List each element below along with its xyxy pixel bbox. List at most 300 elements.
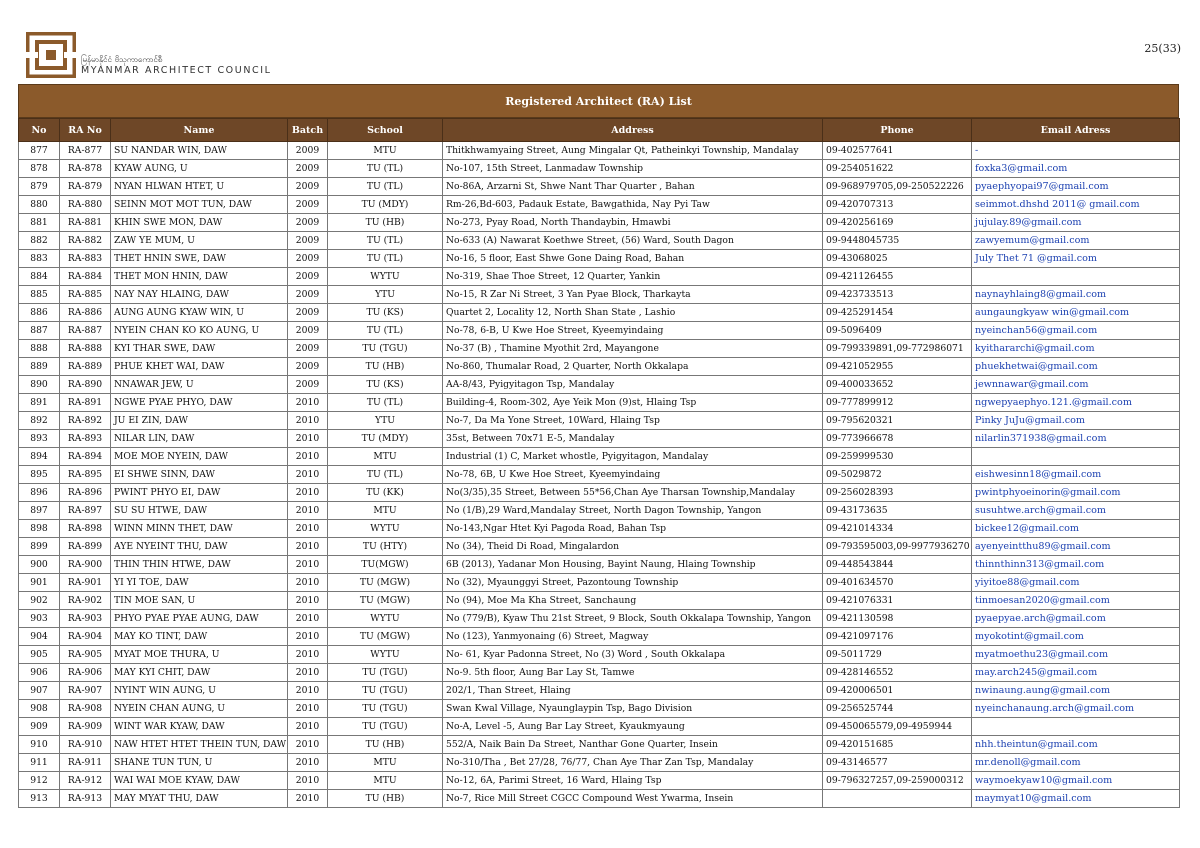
school-cell: YTU bbox=[328, 286, 443, 304]
name-cell: AYE NYEINT THU, DAW bbox=[111, 538, 288, 556]
email-cell[interactable]: ngwepyaephyo.121.@gmail.com bbox=[972, 394, 1180, 412]
batch-cell: 2010 bbox=[288, 466, 328, 484]
address-cell: No (123), Yanmyonaing (6) Street, Magway bbox=[443, 628, 823, 646]
batch-cell: 2009 bbox=[288, 178, 328, 196]
phone-cell: 09-400033652 bbox=[823, 376, 972, 394]
email-cell: - bbox=[972, 142, 1180, 160]
batch-cell: 2010 bbox=[288, 718, 328, 736]
email-cell[interactable]: pyaephyopai97@gmail.com bbox=[972, 178, 1180, 196]
email-cell[interactable]: Pinky JuJu@gmail.com bbox=[972, 412, 1180, 430]
ra-no-cell: RA-894 bbox=[60, 448, 111, 466]
address-cell: Swan Kwal Village, Nyaunglaypin Tsp, Bago Division bbox=[443, 700, 823, 718]
address-cell: Quartet 2, Locality 12, North Shan State , Lashio bbox=[443, 304, 823, 322]
logo-burmese-name: မြန်မာနိုင်ငံ ဗိသုကာကောင်စီ bbox=[81, 55, 163, 64]
school-cell: TU(MGW) bbox=[328, 556, 443, 574]
phone-cell: 09-421126455 bbox=[823, 268, 972, 286]
col-ra-no-header: RA No bbox=[60, 119, 111, 142]
table-row bbox=[19, 592, 1180, 610]
table-row bbox=[19, 178, 1180, 196]
no-cell: 894 bbox=[19, 448, 60, 466]
batch-cell: 2009 bbox=[288, 142, 328, 160]
batch-cell: 2010 bbox=[288, 574, 328, 592]
phone-cell: 09-421097176 bbox=[823, 628, 972, 646]
ra-no-cell: RA-880 bbox=[60, 196, 111, 214]
table-row bbox=[19, 214, 1180, 232]
table-row bbox=[19, 412, 1180, 430]
table-row bbox=[19, 142, 1180, 160]
no-cell: 903 bbox=[19, 610, 60, 628]
ra-no-cell: RA-907 bbox=[60, 682, 111, 700]
phone-cell: 09-777899912 bbox=[823, 394, 972, 412]
phone-cell: 09-795620321 bbox=[823, 412, 972, 430]
logo-text bbox=[81, 55, 272, 77]
ra-no-cell: RA-881 bbox=[60, 214, 111, 232]
email-cell[interactable]: nwinaung.aung@gmail.com bbox=[972, 682, 1180, 700]
name-cell: JU EI ZIN, DAW bbox=[111, 412, 288, 430]
batch-cell: 2010 bbox=[288, 664, 328, 682]
school-cell: TU (TL) bbox=[328, 466, 443, 484]
table-row bbox=[19, 754, 1180, 772]
address-cell: 202/1, Than Street, Hlaing bbox=[443, 682, 823, 700]
email-cell[interactable]: jewnnawar@gmail.com bbox=[972, 376, 1180, 394]
ra-no-cell: RA-892 bbox=[60, 412, 111, 430]
no-cell: 895 bbox=[19, 466, 60, 484]
school-cell: TU (TGU) bbox=[328, 682, 443, 700]
email-cell[interactable]: nhh.theintun@gmail.com bbox=[972, 736, 1180, 754]
address-cell: Building-4, Room-302, Aye Yeik Mon (9)st, Hlaing Tsp bbox=[443, 394, 823, 412]
table-row bbox=[19, 664, 1180, 682]
batch-cell: 2009 bbox=[288, 376, 328, 394]
no-cell: 893 bbox=[19, 430, 60, 448]
address-cell: No-15, R Zar Ni Street, 3 Yan Pyae Block, Tharkayta bbox=[443, 286, 823, 304]
address-cell: No (779/B), Kyaw Thu 21st Street, 9 Block, South Okkalapa Township, Yangon bbox=[443, 610, 823, 628]
col-no-header: No bbox=[19, 119, 60, 142]
table-row bbox=[19, 538, 1180, 556]
name-cell: MAY KYI CHIT, DAW bbox=[111, 664, 288, 682]
ra-no-cell: RA-890 bbox=[60, 376, 111, 394]
email-cell[interactable]: aungaungkyaw win@gmail.com bbox=[972, 304, 1180, 322]
school-cell: WYTU bbox=[328, 646, 443, 664]
table-row bbox=[19, 340, 1180, 358]
ra-no-cell: RA-903 bbox=[60, 610, 111, 628]
email-cell[interactable]: foxka3@gmail.com bbox=[972, 160, 1180, 178]
address-cell: 6B (2013), Yadanar Mon Housing, Bayint Naung, Hlaing Township bbox=[443, 556, 823, 574]
address-cell: No-12, 6A, Parimi Street, 16 Ward, Hlaing Tsp bbox=[443, 772, 823, 790]
architect-table bbox=[18, 84, 1179, 808]
no-cell: 911 bbox=[19, 754, 60, 772]
table-title: Registered Architect (RA) List bbox=[18, 84, 1179, 118]
batch-cell: 2010 bbox=[288, 556, 328, 574]
school-cell: MTU bbox=[328, 448, 443, 466]
no-cell: 880 bbox=[19, 196, 60, 214]
phone-cell: 09-256525744 bbox=[823, 700, 972, 718]
no-cell: 907 bbox=[19, 682, 60, 700]
phone-cell: 09-421014334 bbox=[823, 520, 972, 538]
email-cell[interactable]: zawyemum@gmail.com bbox=[972, 232, 1180, 250]
phone-cell: 09-43146577 bbox=[823, 754, 972, 772]
email-cell[interactable]: maymyat10@gmail.com bbox=[972, 790, 1180, 808]
school-cell: TU (HB) bbox=[328, 358, 443, 376]
address-cell: No (34), Theid Di Road, Mingalardon bbox=[443, 538, 823, 556]
school-cell: TU (TL) bbox=[328, 394, 443, 412]
address-cell: No-78, 6-B, U Kwe Hoe Street, Kyeemyindaing bbox=[443, 322, 823, 340]
school-cell: TU (HB) bbox=[328, 790, 443, 808]
no-cell: 892 bbox=[19, 412, 60, 430]
phone-cell: 09-793595003,09-9977936270 bbox=[823, 538, 972, 556]
phone-cell: 09-423733513 bbox=[823, 286, 972, 304]
name-cell: WAI WAI MOE KYAW, DAW bbox=[111, 772, 288, 790]
phone-cell: 09-5029872 bbox=[823, 466, 972, 484]
batch-cell: 2009 bbox=[288, 232, 328, 250]
school-cell: MTU bbox=[328, 754, 443, 772]
table-row bbox=[19, 394, 1180, 412]
batch-cell: 2009 bbox=[288, 358, 328, 376]
table-row bbox=[19, 430, 1180, 448]
name-cell: SU SU HTWE, DAW bbox=[111, 502, 288, 520]
email-cell[interactable]: pwintphyoeinorin@gmail.com bbox=[972, 484, 1180, 502]
no-cell: 878 bbox=[19, 160, 60, 178]
email-cell[interactable]: thinnthinn313@gmail.com bbox=[972, 556, 1180, 574]
address-cell: No-9. 5th floor, Aung Bar Lay St, Tamwe bbox=[443, 664, 823, 682]
school-cell: TU (MDY) bbox=[328, 430, 443, 448]
school-cell: TU (MGW) bbox=[328, 574, 443, 592]
col-batch-header: Batch bbox=[288, 119, 328, 142]
table-row bbox=[19, 250, 1180, 268]
phone-cell: 09-402577641 bbox=[823, 142, 972, 160]
email-cell[interactable]: waymoekyaw10@gmail.com bbox=[972, 772, 1180, 790]
email-cell[interactable]: jujulay.89@gmail.com bbox=[972, 214, 1180, 232]
address-cell: No-A, Level -5, Aung Bar Lay Street, Kyaukmyaung bbox=[443, 718, 823, 736]
name-cell: KYAW AUNG, U bbox=[111, 160, 288, 178]
ra-no-cell: RA-905 bbox=[60, 646, 111, 664]
name-cell: MAY MYAT THU, DAW bbox=[111, 790, 288, 808]
school-cell: TU (MGW) bbox=[328, 592, 443, 610]
email-cell[interactable]: eishwesinn18@gmail.com bbox=[972, 466, 1180, 484]
batch-cell: 2010 bbox=[288, 430, 328, 448]
ra-no-cell: RA-878 bbox=[60, 160, 111, 178]
ra-no-cell: RA-877 bbox=[60, 142, 111, 160]
table-row bbox=[19, 376, 1180, 394]
address-cell: No (1/B),29 Ward,Mandalay Street, North Dagon Township, Yangon bbox=[443, 502, 823, 520]
ra-no-cell: RA-899 bbox=[60, 538, 111, 556]
ra-no-cell: RA-897 bbox=[60, 502, 111, 520]
no-cell: 909 bbox=[19, 718, 60, 736]
name-cell: MOE MOE NYEIN, DAW bbox=[111, 448, 288, 466]
name-cell: NNAWAR JEW, U bbox=[111, 376, 288, 394]
col-address-header: Address bbox=[443, 119, 823, 142]
no-cell: 891 bbox=[19, 394, 60, 412]
phone-cell: 09-421130598 bbox=[823, 610, 972, 628]
address-cell: Industrial (1) C, Market whostle, Pyigyitagon, Mandalay bbox=[443, 448, 823, 466]
ra-no-cell: RA-888 bbox=[60, 340, 111, 358]
name-cell: MYAT MOE THURA, U bbox=[111, 646, 288, 664]
name-cell: NAW HTET HTET THEIN TUN, DAW bbox=[111, 736, 288, 754]
no-cell: 910 bbox=[19, 736, 60, 754]
no-cell: 885 bbox=[19, 286, 60, 304]
address-cell: No-310/Tha , Bet 27/28, 76/77, Chan Aye Thar Zan Tsp, Mandalay bbox=[443, 754, 823, 772]
school-cell: TU (TGU) bbox=[328, 700, 443, 718]
phone-cell: 09-420256169 bbox=[823, 214, 972, 232]
table-row bbox=[19, 790, 1180, 808]
address-cell: No-16, 5 floor, East Shwe Gone Daing Road, Bahan bbox=[443, 250, 823, 268]
batch-cell: 2010 bbox=[288, 646, 328, 664]
school-cell: WYTU bbox=[328, 520, 443, 538]
name-cell: NYEIN CHAN AUNG, U bbox=[111, 700, 288, 718]
table-row bbox=[19, 448, 1180, 466]
school-cell: TU (KK) bbox=[328, 484, 443, 502]
name-cell: NYAN HLWAN HTET, U bbox=[111, 178, 288, 196]
name-cell: PWINT PHYO EI, DAW bbox=[111, 484, 288, 502]
phone-cell: 09-401634570 bbox=[823, 574, 972, 592]
school-cell: TU (KS) bbox=[328, 376, 443, 394]
table-row bbox=[19, 466, 1180, 484]
school-cell: TU (TL) bbox=[328, 178, 443, 196]
ra-no-cell: RA-906 bbox=[60, 664, 111, 682]
no-cell: 886 bbox=[19, 304, 60, 322]
table-row bbox=[19, 718, 1180, 736]
email-cell[interactable]: yiyitoe88@gmail.com bbox=[972, 574, 1180, 592]
col-phone-header: Phone bbox=[823, 119, 972, 142]
ra-no-cell: RA-883 bbox=[60, 250, 111, 268]
table-row bbox=[19, 646, 1180, 664]
batch-cell: 2010 bbox=[288, 700, 328, 718]
email-cell[interactable]: nyeinchanaung.arch@gmail.com bbox=[972, 700, 1180, 718]
phone-cell: 09-968979705,09-250522226 bbox=[823, 178, 972, 196]
email-cell[interactable]: phuekhetwai@gmail.com bbox=[972, 358, 1180, 376]
ra-no-cell: RA-884 bbox=[60, 268, 111, 286]
batch-cell: 2010 bbox=[288, 502, 328, 520]
ra-no-cell: RA-891 bbox=[60, 394, 111, 412]
table-row bbox=[19, 682, 1180, 700]
ra-no-cell: RA-912 bbox=[60, 772, 111, 790]
address-cell: Rm-26,Bd-603, Padauk Estate, Bawgathida, Nay Pyi Taw bbox=[443, 196, 823, 214]
no-cell: 889 bbox=[19, 358, 60, 376]
batch-cell: 2009 bbox=[288, 196, 328, 214]
batch-cell: 2010 bbox=[288, 520, 328, 538]
ra-no-cell: RA-895 bbox=[60, 466, 111, 484]
school-cell: TU (MGW) bbox=[328, 628, 443, 646]
school-cell: YTU bbox=[328, 412, 443, 430]
email-cell[interactable]: ayenyeintthu89@gmail.com bbox=[972, 538, 1180, 556]
name-cell: YI YI TOE, DAW bbox=[111, 574, 288, 592]
batch-cell: 2009 bbox=[288, 286, 328, 304]
email-cell bbox=[972, 448, 1180, 466]
batch-cell: 2009 bbox=[288, 160, 328, 178]
no-cell: 908 bbox=[19, 700, 60, 718]
school-cell: TU (TGU) bbox=[328, 718, 443, 736]
table-row bbox=[19, 610, 1180, 628]
email-cell[interactable]: pyaepyae.arch@gmail.com bbox=[972, 610, 1180, 628]
no-cell: 913 bbox=[19, 790, 60, 808]
batch-cell: 2009 bbox=[288, 304, 328, 322]
ra-no-cell: RA-882 bbox=[60, 232, 111, 250]
phone-cell: 09-450065579,09-4959944 bbox=[823, 718, 972, 736]
phone-cell: 09-43068025 bbox=[823, 250, 972, 268]
name-cell: NGWE PYAE PHYO, DAW bbox=[111, 394, 288, 412]
school-cell: WYTU bbox=[328, 610, 443, 628]
email-cell[interactable]: bickee12@gmail.com bbox=[972, 520, 1180, 538]
address-cell: No-860, Thumalar Road, 2 Quarter, North Okkalapa bbox=[443, 358, 823, 376]
school-cell: WYTU bbox=[328, 268, 443, 286]
school-cell: TU (TL) bbox=[328, 232, 443, 250]
name-cell: NILAR LIN, DAW bbox=[111, 430, 288, 448]
school-cell: MTU bbox=[328, 502, 443, 520]
name-cell: MAY KO TINT, DAW bbox=[111, 628, 288, 646]
batch-cell: 2010 bbox=[288, 736, 328, 754]
col-email-header: Email Adress bbox=[972, 119, 1180, 142]
batch-cell: 2010 bbox=[288, 538, 328, 556]
email-cell[interactable]: nilarlin371938@gmail.com bbox=[972, 430, 1180, 448]
batch-cell: 2010 bbox=[288, 754, 328, 772]
ra-no-cell: RA-886 bbox=[60, 304, 111, 322]
phone-cell: 09-773966678 bbox=[823, 430, 972, 448]
name-cell: NAY NAY HLAING, DAW bbox=[111, 286, 288, 304]
school-cell: TU (TL) bbox=[328, 322, 443, 340]
email-cell[interactable]: July Thet 71 @gmail.com bbox=[972, 250, 1180, 268]
phone-cell: 09-256028393 bbox=[823, 484, 972, 502]
school-cell: TU (TGU) bbox=[328, 340, 443, 358]
email-cell[interactable]: myokotint@gmail.com bbox=[972, 628, 1180, 646]
phone-cell: 09-420707313 bbox=[823, 196, 972, 214]
council-logo-icon bbox=[26, 32, 76, 78]
batch-cell: 2009 bbox=[288, 340, 328, 358]
no-cell: 884 bbox=[19, 268, 60, 286]
email-cell bbox=[972, 268, 1180, 286]
email-cell[interactable]: myatmoethu23@gmail.com bbox=[972, 646, 1180, 664]
no-cell: 897 bbox=[19, 502, 60, 520]
email-cell[interactable]: kyithararchi@gmail.com bbox=[972, 340, 1180, 358]
name-cell: WINN MINN THET, DAW bbox=[111, 520, 288, 538]
no-cell: 896 bbox=[19, 484, 60, 502]
phone-cell: 09-259999530 bbox=[823, 448, 972, 466]
no-cell: 901 bbox=[19, 574, 60, 592]
school-cell: TU (KS) bbox=[328, 304, 443, 322]
school-cell: TU (TL) bbox=[328, 250, 443, 268]
ra-no-cell: RA-910 bbox=[60, 736, 111, 754]
address-cell: No-78, 6B, U Kwe Hoe Street, Kyeemyindaing bbox=[443, 466, 823, 484]
header-row bbox=[19, 119, 1180, 142]
table-row bbox=[19, 502, 1180, 520]
school-cell: TU (MDY) bbox=[328, 196, 443, 214]
email-cell[interactable]: nyeinchan56@gmail.com bbox=[972, 322, 1180, 340]
table-row bbox=[19, 358, 1180, 376]
school-cell: MTU bbox=[328, 772, 443, 790]
email-cell[interactable]: seimmot.dhshd 2011@ gmail.com bbox=[972, 196, 1180, 214]
phone-cell: 09-421076331 bbox=[823, 592, 972, 610]
name-cell: THET HNIN SWE, DAW bbox=[111, 250, 288, 268]
ra-no-cell: RA-896 bbox=[60, 484, 111, 502]
phone-cell: 09-448543844 bbox=[823, 556, 972, 574]
batch-cell: 2010 bbox=[288, 610, 328, 628]
col-school-header: School bbox=[328, 119, 443, 142]
batch-cell: 2010 bbox=[288, 790, 328, 808]
address-cell: No-86A, Arzarni St, Shwe Nant Thar Quarter , Bahan bbox=[443, 178, 823, 196]
school-cell: MTU bbox=[328, 142, 443, 160]
table-row bbox=[19, 628, 1180, 646]
email-cell[interactable]: may.arch245@gmail.com bbox=[972, 664, 1180, 682]
no-cell: 887 bbox=[19, 322, 60, 340]
table-row bbox=[19, 196, 1180, 214]
school-cell: TU (HB) bbox=[328, 214, 443, 232]
no-cell: 912 bbox=[19, 772, 60, 790]
address-cell: 35st, Between 70x71 E-5, Mandalay bbox=[443, 430, 823, 448]
ra-no-cell: RA-885 bbox=[60, 286, 111, 304]
school-cell: TU (TGU) bbox=[328, 664, 443, 682]
email-cell[interactable]: mr.denoll@gmail.com bbox=[972, 754, 1180, 772]
name-cell: EI SHWE SINN, DAW bbox=[111, 466, 288, 484]
address-cell: No (94), Moe Ma Kha Street, Sanchaung bbox=[443, 592, 823, 610]
col-name-header: Name bbox=[111, 119, 288, 142]
school-cell: TU (HTY) bbox=[328, 538, 443, 556]
phone-cell: 09-9448045735 bbox=[823, 232, 972, 250]
no-cell: 900 bbox=[19, 556, 60, 574]
ra-no-cell: RA-889 bbox=[60, 358, 111, 376]
batch-cell: 2010 bbox=[288, 592, 328, 610]
batch-cell: 2010 bbox=[288, 412, 328, 430]
name-cell: ZAW YE MUM, U bbox=[111, 232, 288, 250]
name-cell: NYEIN CHAN KO KO AUNG, U bbox=[111, 322, 288, 340]
logo-english-name: MYANMAR ARCHITECT COUNCIL bbox=[81, 65, 272, 76]
no-cell: 899 bbox=[19, 538, 60, 556]
batch-cell: 2010 bbox=[288, 448, 328, 466]
email-cell[interactable]: susuhtwe.arch@gmail.com bbox=[972, 502, 1180, 520]
batch-cell: 2010 bbox=[288, 682, 328, 700]
phone-cell: 09-796327257,09-259000312 bbox=[823, 772, 972, 790]
phone-cell bbox=[823, 790, 972, 808]
table-row bbox=[19, 574, 1180, 592]
table-row bbox=[19, 484, 1180, 502]
ra-no-cell: RA-911 bbox=[60, 754, 111, 772]
no-cell: 879 bbox=[19, 178, 60, 196]
no-cell: 906 bbox=[19, 664, 60, 682]
table-row bbox=[19, 736, 1180, 754]
address-cell: No-107, 15th Street, Lanmadaw Township bbox=[443, 160, 823, 178]
table-row bbox=[19, 700, 1180, 718]
address-cell: No(3/35),35 Street, Between 55*56,Chan Aye Tharsan Township,Mandalay bbox=[443, 484, 823, 502]
batch-cell: 2009 bbox=[288, 250, 328, 268]
name-cell: PHUE KHET WAI, DAW bbox=[111, 358, 288, 376]
no-cell: 904 bbox=[19, 628, 60, 646]
no-cell: 888 bbox=[19, 340, 60, 358]
phone-cell: 09-43173635 bbox=[823, 502, 972, 520]
school-cell: TU (TL) bbox=[328, 160, 443, 178]
phone-cell: 09-5096409 bbox=[823, 322, 972, 340]
batch-cell: 2010 bbox=[288, 394, 328, 412]
name-cell: WINT WAR KYAW, DAW bbox=[111, 718, 288, 736]
table-row bbox=[19, 772, 1180, 790]
no-cell: 882 bbox=[19, 232, 60, 250]
page-number: 25(33) bbox=[1144, 42, 1181, 55]
ra-no-cell: RA-913 bbox=[60, 790, 111, 808]
address-cell: No-7, Da Ma Yone Street, 10Ward, Hlaing Tsp bbox=[443, 412, 823, 430]
address-cell: No- 61, Kyar Padonna Street, No (3) Word , South Okkalapa bbox=[443, 646, 823, 664]
no-cell: 898 bbox=[19, 520, 60, 538]
address-cell: No-7, Rice Mill Street CGCC Compound West Ywarma, Insein bbox=[443, 790, 823, 808]
batch-cell: 2010 bbox=[288, 628, 328, 646]
email-cell[interactable]: tinmoesan2020@gmail.com bbox=[972, 592, 1180, 610]
phone-cell: 09-420151685 bbox=[823, 736, 972, 754]
name-cell: AUNG AUNG KYAW WIN, U bbox=[111, 304, 288, 322]
address-cell: AA-8/43, Pyigyitagon Tsp, Mandalay bbox=[443, 376, 823, 394]
email-cell[interactable]: naynayhlaing8@gmail.com bbox=[972, 286, 1180, 304]
batch-cell: 2010 bbox=[288, 484, 328, 502]
address-cell: No-319, Shae Thoe Street, 12 Quarter, Yankin bbox=[443, 268, 823, 286]
table-body bbox=[19, 142, 1180, 808]
email-cell bbox=[972, 718, 1180, 736]
table-row bbox=[19, 322, 1180, 340]
table-row bbox=[19, 520, 1180, 538]
ra-no-cell: RA-901 bbox=[60, 574, 111, 592]
